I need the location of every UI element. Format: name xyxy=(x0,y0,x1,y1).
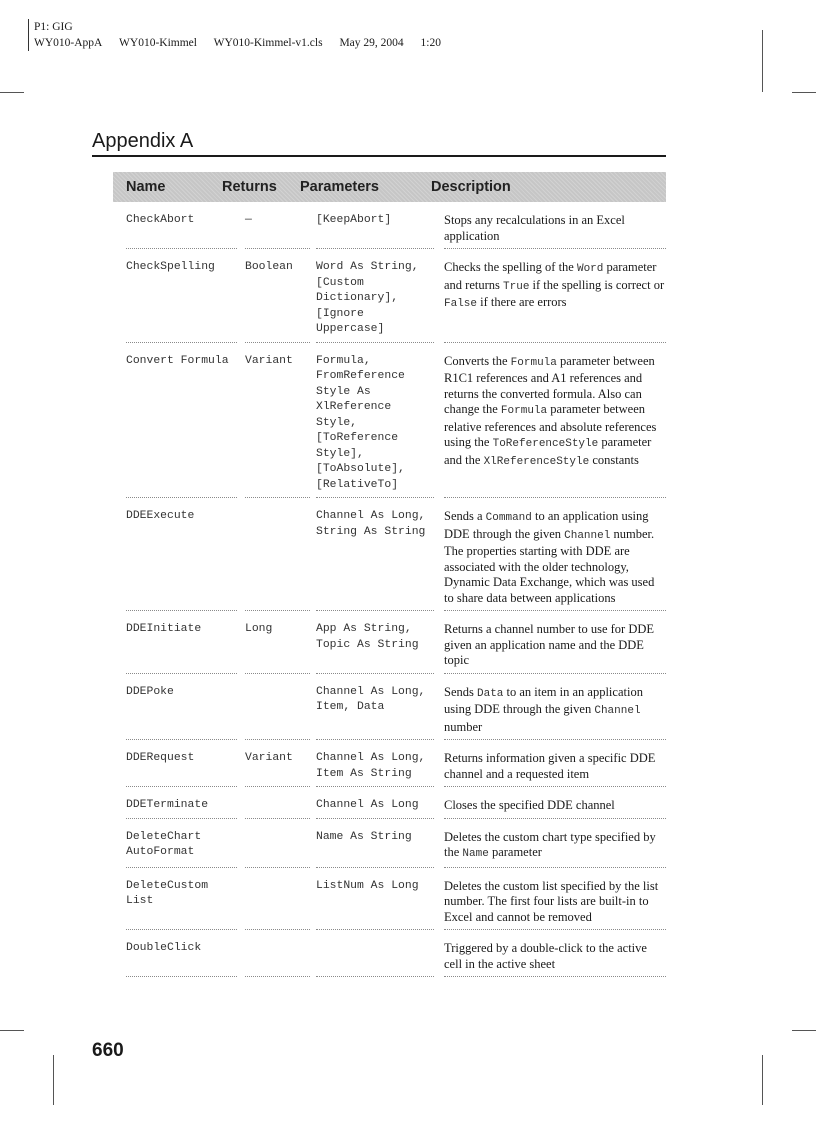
print-header xyxy=(28,19,455,51)
table-header xyxy=(113,172,666,202)
table-row xyxy=(113,941,666,977)
crop-mark-top-left xyxy=(0,92,24,93)
table-row xyxy=(113,622,666,674)
description-text: number. The properties starting with DDE are associated with the older technology, Dynamic Data Exchange, which was used to share data between applications xyxy=(444,526,655,605)
cell-name: DDEInitiate xyxy=(126,622,237,674)
cell-returns: Variant xyxy=(245,354,310,499)
cell-returns xyxy=(245,685,310,741)
cell-returns xyxy=(245,509,310,611)
description-text: parameter xyxy=(488,845,542,859)
description-text: Returns a channel number to use for DDE given an application name and the DDE topic xyxy=(444,622,655,667)
header-meta-item: WY010-Kimmel xyxy=(119,37,197,49)
cell-returns: Variant xyxy=(245,751,310,787)
description-text: to an application using DDE through the given xyxy=(444,509,649,541)
cell-returns xyxy=(245,879,310,931)
header-line-1: P1: GIG xyxy=(34,21,73,33)
reference-table xyxy=(113,172,666,977)
cell-name: CheckSpelling xyxy=(126,260,237,343)
cell-name: DoubleClick xyxy=(126,941,237,977)
description-text: Closes the specified DDE channel xyxy=(444,798,615,812)
description-text: Sends xyxy=(444,684,477,699)
code-term: True xyxy=(503,280,530,293)
table-row xyxy=(113,830,666,868)
description-text: Checks the spelling of the xyxy=(444,260,577,274)
cell-parameters: Channel As Long xyxy=(316,798,434,819)
cell-description xyxy=(444,354,666,499)
table-body xyxy=(113,213,666,977)
cell-parameters: Formula, FromReference Style As XlReference Style, [ToReference Style], [ToAbsolute], [RelativeTo] xyxy=(316,354,434,499)
description-text: parameter between R1C1 references and A1 references and returns the converted formula. Also can change the xyxy=(444,353,655,416)
table-row xyxy=(113,751,666,787)
cell-returns xyxy=(245,941,310,977)
code-term: ToReferenceStyle xyxy=(492,438,599,450)
table-row xyxy=(113,798,666,819)
cell-returns: — xyxy=(245,213,310,249)
table-row xyxy=(113,354,666,499)
code-term: XlReferenceStyle xyxy=(483,455,590,468)
description-text: Deletes the custom chart type specified by the xyxy=(444,829,656,859)
cell-parameters: Word As String, [Custom Dictionary], [Ignore Uppercase] xyxy=(316,260,434,343)
code-term: Word xyxy=(576,263,604,275)
code-term: Channel xyxy=(594,705,641,717)
cell-description xyxy=(444,685,666,741)
crop-mark-vertical-left-bottom xyxy=(53,1055,54,1105)
cell-returns: Boolean xyxy=(245,260,310,343)
cell-description xyxy=(444,509,666,611)
cell-name: DDETerminate xyxy=(126,798,237,819)
column-header-description: Description xyxy=(431,179,511,195)
header-meta-item: 1:20 xyxy=(420,37,441,49)
code-term: Name xyxy=(462,848,489,860)
cell-description xyxy=(444,751,666,787)
header-meta-line xyxy=(34,35,455,51)
cell-parameters: Channel As Long, Item, Data xyxy=(316,685,434,741)
code-term: False xyxy=(444,298,478,310)
cell-description xyxy=(444,879,666,931)
code-term: Formula xyxy=(500,405,548,417)
cell-name: DeleteCustom List xyxy=(126,879,237,931)
description-text: number xyxy=(444,719,483,734)
cell-description xyxy=(444,798,666,819)
description-text: Sends a xyxy=(444,509,486,523)
table-row xyxy=(113,260,666,343)
header-meta-item: WY010-Kimmel-v1.cls xyxy=(213,37,323,49)
description-text: Returns information given a specific DDE channel and a requested item xyxy=(444,751,656,781)
column-header-returns: Returns xyxy=(222,179,277,195)
cell-name: Convert Formula xyxy=(126,354,237,499)
description-text: Stops any recalculations in an Excel application xyxy=(444,213,625,243)
code-term: Command xyxy=(485,512,532,524)
cell-parameters: App As String, Topic As String xyxy=(316,622,434,674)
code-term: Formula xyxy=(510,356,557,369)
code-term: Channel xyxy=(564,529,611,542)
column-header-name: Name xyxy=(126,179,166,195)
table-row xyxy=(113,509,666,611)
description-text: parameter and returns xyxy=(444,260,657,292)
crop-mark-bottom-left xyxy=(0,1030,24,1031)
cell-name: DDEExecute xyxy=(126,509,237,611)
crop-mark-bottom-right xyxy=(792,1030,816,1031)
description-text: parameter between relative references and absolute references using the xyxy=(444,402,657,449)
cell-returns xyxy=(245,798,310,819)
cell-description xyxy=(444,622,666,674)
description-text: if there are errors xyxy=(477,295,567,309)
header-meta-item: WY010-AppA xyxy=(34,37,103,49)
crop-mark-top-right xyxy=(792,92,816,93)
column-header-parameters: Parameters xyxy=(300,179,379,195)
cell-description xyxy=(444,213,666,249)
cell-returns xyxy=(245,830,310,868)
cell-parameters: Channel As Long, String As String xyxy=(316,509,434,611)
description-text: parameter and the xyxy=(444,435,652,467)
crop-mark-vertical-right-top xyxy=(762,30,763,92)
description-text: to an item in an application using DDE through the given xyxy=(444,684,643,716)
cell-name: DDERequest xyxy=(126,751,237,787)
description-text: Triggered by a double-click to the active cell in the active sheet xyxy=(444,941,647,971)
description-text: constants xyxy=(589,452,639,467)
cell-description xyxy=(444,830,666,868)
cell-parameters: [KeepAbort] xyxy=(316,213,434,249)
header-meta-item: May 29, 2004 xyxy=(339,37,404,49)
cell-description xyxy=(444,260,666,343)
table-row xyxy=(113,213,666,249)
page-number: 660 xyxy=(92,1040,124,1061)
cell-parameters: Name As String xyxy=(316,830,434,868)
cell-name: DDEPoke xyxy=(126,685,237,741)
description-text: if the spelling is correct or xyxy=(529,277,665,292)
description-text: Converts the xyxy=(444,353,511,368)
cell-parameters: Channel As Long, Item As String xyxy=(316,751,434,787)
cell-returns: Long xyxy=(245,622,310,674)
table-row xyxy=(113,879,666,931)
description-text: Deletes the custom list specified by the list number. The first four lists are built-in to Excel and cannot be removed xyxy=(444,878,659,924)
code-term: Data xyxy=(477,687,504,700)
cell-name: CheckAbort xyxy=(126,213,237,249)
cell-description xyxy=(444,941,666,977)
table-row xyxy=(113,685,666,741)
cell-parameters xyxy=(316,941,434,977)
crop-mark-vertical-right-bottom xyxy=(762,1055,763,1105)
section-title: Appendix A xyxy=(92,130,666,157)
cell-name: DeleteChart AutoFormat xyxy=(126,830,237,868)
cell-parameters: ListNum As Long xyxy=(316,879,434,931)
